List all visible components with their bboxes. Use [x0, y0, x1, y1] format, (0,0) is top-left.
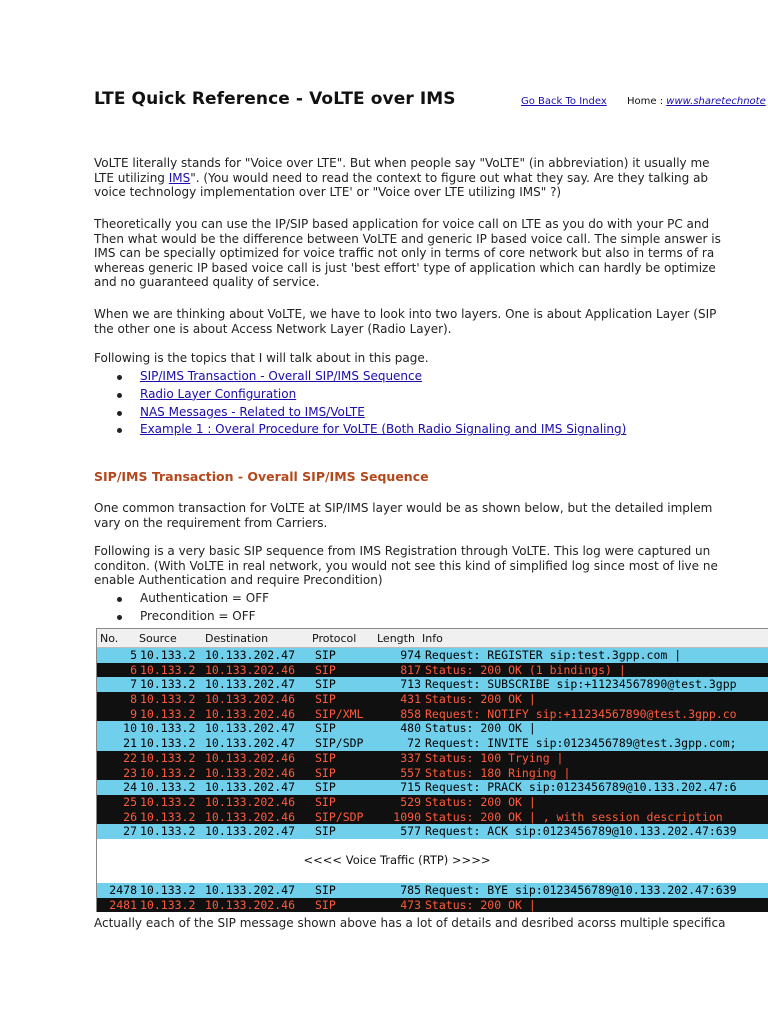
cell-info: Request: ACK sip:0123456789@10.133.202.47:639	[425, 824, 737, 839]
voice-traffic-label: <<<< Voice Traffic (RTP) >>>>	[303, 852, 491, 867]
column-header-no[interactable]: No.	[100, 632, 119, 645]
intro-paragraph-2	[94, 217, 768, 290]
cell-info: Status: 200 OK |	[425, 692, 536, 707]
text-line: LTE utilizing	[94, 170, 169, 185]
cell-info: Status: 200 OK |	[425, 794, 536, 809]
text-line: VoLTE literally stands for "Voice over LTE". But when people say "VoLTE" (in abbreviation) it usually me	[94, 156, 710, 170]
cell-src: 10.133.2	[140, 809, 196, 824]
text-line: ". (You would need to read the context to figure out what they say. Are they talking ab	[190, 170, 709, 185]
table-row[interactable]	[97, 795, 768, 810]
cell-proto: SIP	[315, 897, 336, 912]
cell-len: 785	[400, 882, 421, 897]
cell-len: 817	[400, 662, 421, 677]
column-header-protocol[interactable]: Protocol	[312, 632, 357, 645]
text-line: Following is a very basic SIP sequence from IMS Registration through VoLTE. This log were captured un	[94, 544, 711, 558]
cell-len: 431	[400, 692, 421, 707]
cell-len: 1090	[393, 809, 421, 824]
table-row[interactable]	[97, 898, 768, 913]
table-row[interactable]	[97, 824, 768, 839]
table-row[interactable]	[97, 707, 768, 722]
intro-paragraph-1	[94, 156, 768, 200]
ims-link[interactable]: IMS	[168, 170, 191, 185]
cell-dst: 10.133.202.46	[205, 809, 296, 824]
cell-info: Status: 200 OK |	[425, 721, 536, 736]
cell-info: Status: 200 OK | , with session description	[425, 809, 723, 824]
table-row[interactable]	[97, 677, 768, 692]
cell-proto: SIP	[315, 677, 336, 692]
intro-paragraph-3	[94, 307, 768, 336]
cell-len: 473	[400, 897, 421, 912]
home-label-text: Home :	[627, 96, 667, 107]
cell-len: 529	[400, 794, 421, 809]
cell-dst: 10.133.202.47	[205, 721, 296, 736]
cell-dst: 10.133.202.46	[205, 706, 296, 721]
cell-no: 24	[123, 780, 137, 795]
table-row[interactable]	[97, 736, 768, 751]
cell-info: Status: 180 Ringing |	[425, 765, 571, 780]
cell-no: 22	[123, 750, 137, 765]
cell-dst: 10.133.202.46	[205, 765, 296, 780]
cell-no: 23	[123, 765, 137, 780]
cell-proto: SIP	[315, 882, 336, 897]
list-item: Authentication = OFF	[94, 590, 269, 608]
cell-src: 10.133.2	[140, 692, 196, 707]
text-line: voice technology implementation over LTE' or "Voice over LTE utilizing IMS" ?)	[94, 185, 562, 199]
cell-len: 557	[400, 765, 421, 780]
list-item	[94, 386, 626, 404]
cell-len: 72	[407, 736, 421, 751]
cell-src: 10.133.2	[140, 882, 196, 897]
table-row[interactable]	[97, 766, 768, 781]
cell-len: 713	[400, 677, 421, 692]
table-header	[97, 629, 768, 648]
cell-dst: 10.133.202.47	[205, 882, 296, 897]
topic-list	[94, 368, 626, 439]
text-line: enable Authentication and require Precondition)	[94, 573, 383, 587]
cell-src: 10.133.2	[140, 897, 196, 912]
cell-dst: 10.133.202.47	[205, 824, 296, 839]
cell-info: Status: 200 OK (1 bindings) |	[425, 662, 626, 677]
cell-dst: 10.133.202.47	[205, 780, 296, 795]
cell-src: 10.133.2	[140, 677, 196, 692]
text-line: the other one is about Access Network Layer (Radio Layer).	[94, 321, 452, 336]
cell-len: 858	[400, 706, 421, 721]
cell-no: 27	[123, 824, 137, 839]
cell-dst: 10.133.202.46	[205, 662, 296, 677]
text-line: IMS can be specially optimized for voice traffic not only in terms of core network but also in terms of ra	[94, 246, 715, 260]
cell-no: 25	[123, 794, 137, 809]
packet-capture-table	[96, 628, 768, 912]
cell-len: 337	[400, 750, 421, 765]
back-to-index-link[interactable]: Go Back To Index	[521, 96, 607, 107]
list-item: Precondition = OFF	[94, 608, 269, 626]
cell-proto: SIP	[315, 750, 336, 765]
cell-no: 10	[123, 721, 137, 736]
cell-len: 974	[400, 648, 421, 662]
cell-no: 8	[130, 692, 137, 707]
cell-info: Status: 100 Trying |	[425, 750, 564, 765]
cell-proto: SIP	[315, 824, 336, 839]
section-heading: SIP/IMS Transaction - Overall SIP/IMS Sequence	[94, 469, 429, 484]
cell-src: 10.133.2	[140, 662, 196, 677]
cell-proto: SIP	[315, 780, 336, 795]
table-row[interactable]	[97, 648, 768, 663]
cell-src: 10.133.2	[140, 794, 196, 809]
cell-info: Status: 200 OK |	[425, 897, 536, 912]
cell-proto: SIP	[315, 662, 336, 677]
text-line: and no guaranteed quality of service.	[94, 275, 320, 289]
list-item	[94, 421, 626, 439]
home-link[interactable]: www.sharetechnote	[666, 96, 766, 107]
cell-proto: SIP/SDP	[315, 736, 364, 751]
cell-src: 10.133.2	[140, 780, 196, 795]
cell-no: 2478	[109, 882, 137, 897]
cell-no: 9	[130, 706, 137, 721]
voice-traffic-gap	[97, 839, 768, 883]
cell-no: 7	[130, 677, 137, 692]
column-header-info[interactable]: Info	[422, 632, 443, 645]
cell-len: 480	[400, 721, 421, 736]
column-header-source[interactable]: Source	[139, 632, 177, 645]
page-title: LTE Quick Reference - VoLTE over IMS	[94, 89, 456, 109]
cell-len: 577	[400, 824, 421, 839]
cell-src: 10.133.2	[140, 750, 196, 765]
table-row[interactable]	[97, 721, 768, 736]
cell-proto: SIP	[315, 765, 336, 780]
condition-list	[94, 590, 269, 626]
table-row[interactable]	[97, 810, 768, 825]
list-item	[94, 404, 626, 422]
cell-len: 715	[400, 780, 421, 795]
cell-proto: SIP	[315, 648, 336, 662]
text-line: Following is the topics that I will talk about in this page.	[94, 351, 429, 365]
cell-dst: 10.133.202.46	[205, 794, 296, 809]
home-label	[627, 96, 766, 107]
cell-src: 10.133.2	[140, 765, 196, 780]
text-line: Theoretically you can use the IP/SIP based application for voice call on LTE as you do with your PC and	[94, 217, 710, 231]
cell-no: 6	[130, 662, 137, 677]
section-paragraph-1	[94, 501, 768, 530]
text-line: One common transaction for VoLTE at SIP/IMS layer would be as shown below, but the detailed implem	[94, 501, 713, 515]
cell-src: 10.133.2	[140, 736, 196, 751]
cell-dst: 10.133.202.47	[205, 648, 296, 662]
section-paragraph-2	[94, 544, 768, 588]
footer-paragraph	[94, 916, 768, 931]
page-header	[94, 89, 456, 109]
cell-dst: 10.133.202.47	[205, 677, 296, 692]
cell-no: 26	[123, 809, 137, 824]
table-body	[97, 648, 768, 839]
cell-src: 10.133.2	[140, 824, 196, 839]
cell-proto: SIP	[315, 794, 336, 809]
topic-link-nas-messages[interactable]: NAS Messages - Related to IMS/VoLTE	[140, 404, 365, 419]
table-row[interactable]	[97, 883, 768, 898]
table-row[interactable]	[97, 663, 768, 678]
table-body-tail	[97, 883, 768, 912]
cell-info: Request: INVITE sip:0123456789@test.3gpp.com;	[425, 736, 737, 751]
cell-no: 21	[123, 736, 137, 751]
topic-link-radio-layer[interactable]: Radio Layer Configuration	[140, 386, 297, 401]
cell-info: Request: NOTIFY sip:+11234567890@test.3gpp.co	[425, 706, 737, 721]
text-line: Then what would be the difference between VoLTE and generic IP based voice call. The simple answer is	[94, 231, 721, 246]
cell-no: 5	[130, 648, 137, 662]
cell-proto: SIP	[315, 721, 336, 736]
cell-info: Request: SUBSCRIBE sip:+11234567890@test.3gpp	[425, 677, 737, 692]
cell-dst: 10.133.202.46	[205, 692, 296, 707]
cell-dst: 10.133.202.46	[205, 897, 296, 912]
intro-paragraph-4	[94, 351, 768, 366]
text-line: Actually each of the SIP message shown above has a lot of details and desribed acorss multiple specifica	[94, 916, 726, 930]
cell-dst: 10.133.202.47	[205, 736, 296, 751]
cell-src: 10.133.2	[140, 648, 196, 662]
text-line: vary on the requirement from Carriers.	[94, 515, 328, 530]
cell-proto: SIP	[315, 692, 336, 707]
text-line: When we are thinking about VoLTE, we have to look into two layers. One is about Application Layer (SIP	[94, 307, 717, 321]
cell-info: Request: PRACK sip:0123456789@10.133.202.47:6	[425, 780, 737, 795]
table-row[interactable]	[97, 751, 768, 766]
cell-info: Request: BYE sip:0123456789@10.133.202.47:639	[425, 882, 737, 897]
cell-proto: SIP/SDP	[315, 809, 364, 824]
text-line: whereas generic IP based voice call is just 'best effort' type of application which can hardly be optimize	[94, 260, 716, 275]
table-row[interactable]	[97, 780, 768, 795]
cell-src: 10.133.2	[140, 721, 196, 736]
column-header-destination[interactable]: Destination	[205, 632, 269, 645]
list-item	[94, 368, 626, 386]
column-header-length[interactable]: Length	[377, 632, 415, 645]
cell-info: Request: REGISTER sip:test.3gpp.com |	[425, 648, 682, 662]
table-row[interactable]	[97, 692, 768, 707]
topic-link-sip-ims[interactable]: SIP/IMS Transaction - Overall SIP/IMS Sequence	[140, 369, 423, 383]
topic-link-example-1[interactable]: Example 1 : Overal Procedure for VoLTE (Both Radio Signaling and IMS Signaling)	[140, 422, 627, 437]
cell-src: 10.133.2	[140, 706, 196, 721]
cell-no: 2481	[109, 897, 137, 912]
cell-proto: SIP/XML	[315, 706, 364, 721]
text-line: conditon. (With VoLTE in real network, you would not see this kind of simplified log since most of live ne	[94, 558, 718, 573]
cell-dst: 10.133.202.46	[205, 750, 296, 765]
